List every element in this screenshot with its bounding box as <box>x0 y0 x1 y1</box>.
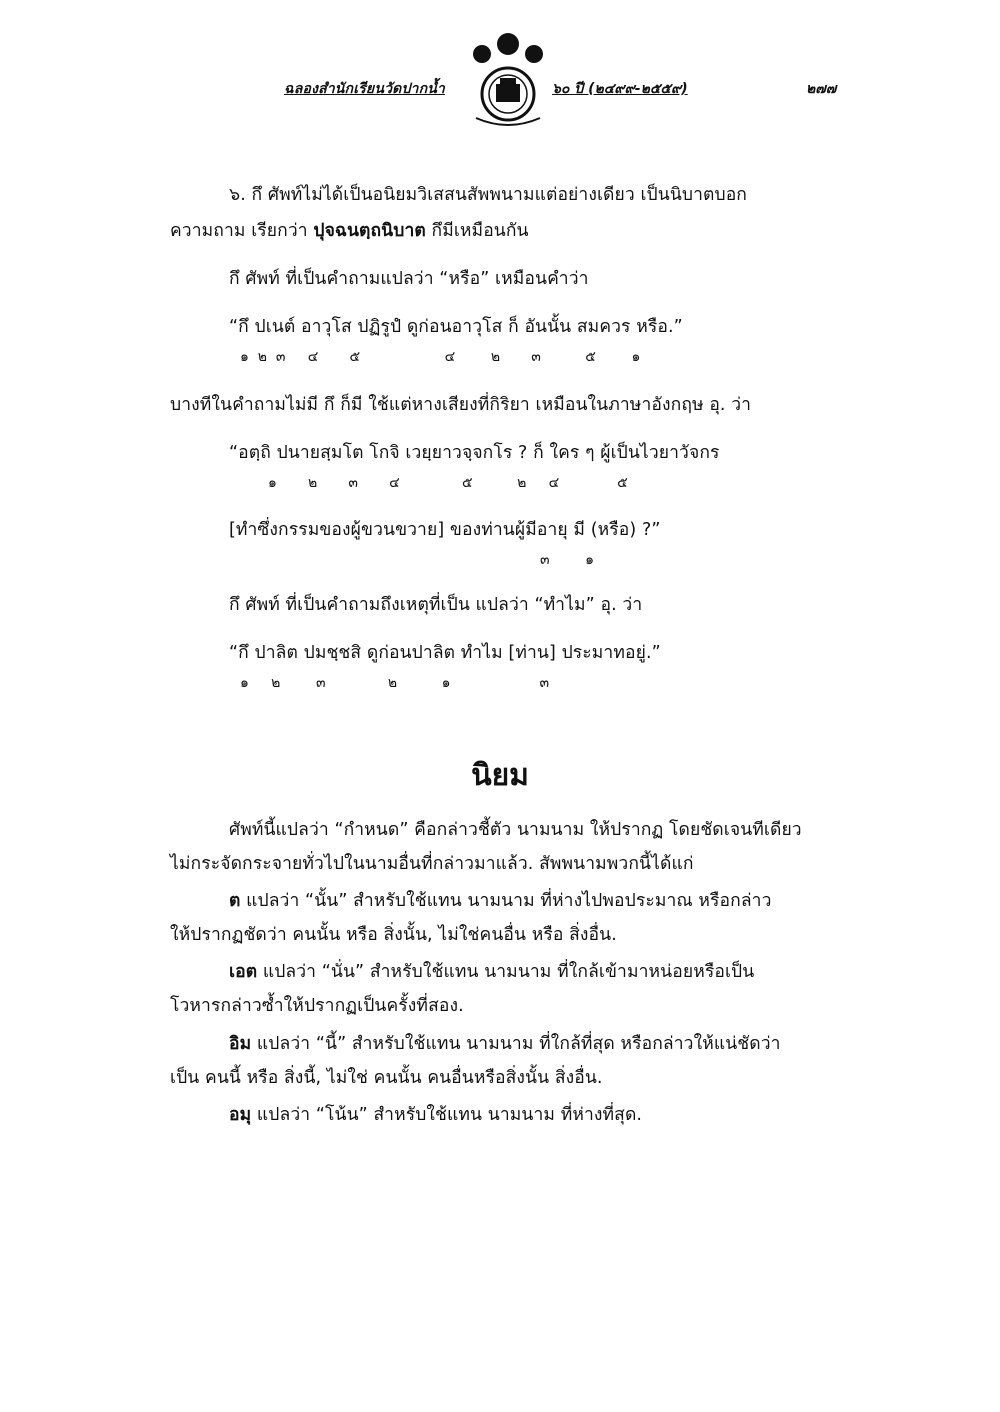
section-heading-niyom: นิยม <box>471 758 529 793</box>
amu-definition-line-1: อมุ แปลว่า “โน้น” สำหรับใช้แทน นามนาม ที่ห่างที่สุด. <box>229 1105 643 1125</box>
term-eta: เอต <box>229 962 258 982</box>
eta-definition-line-1: เอต แปลว่า “นั่น” สำหรับใช้แทน นามนาม ที่ใกล้เข้ามาหน่อยหรือเป็น <box>229 962 755 982</box>
paragraph-ki-question: กึ ศัพท์ ที่เป็นคำถามแปลว่า “หรือ” เหมือนคำว่า <box>229 269 589 289</box>
ima-definition-line-1: อิม แปลว่า “นี้” สำหรับใช้แทน นามนาม ที่ใกล้ที่สุด หรือกล่าวให้แน่ชัดว่า <box>229 1034 781 1054</box>
example-2-continuation: [ทำซึ่งกรรมของผู้ขวนขวาย] ของท่านผู้มีอายุ มี (หรือ) ?” <box>229 520 661 540</box>
paragraph-ki-why: กึ ศัพท์ ที่เป็นคำถามถึงเหตุที่เป็น แปลว่า “ทำไม” อุ. ว่า <box>229 595 643 615</box>
running-header-years: ๖๐ ปี (๒๔๙๙-๒๕๕๙) <box>552 81 688 97</box>
example-1-text: “กึ ปเนต์ อาวุโส ปฏิรูปํ ดูก่อนอาวุโส ก็ อันนั้น สมควร หรือ.” <box>229 317 683 337</box>
paragraph-6-line-2: ความถาม เรียกว่า ปุจฉนตฺถนิบาต กึมีเหมือนกัน <box>170 221 529 241</box>
example-1-word-order: ๑ ๒ ๓ ๔ ๕ ๔ ๒ ๓ ๕ ๑ <box>240 349 641 365</box>
example-2b-word-order: ๓ ๑ <box>540 552 595 568</box>
ima-definition-line-2: เป็น คนนี้ หรือ สิ่งนี้, ไม่ใช่ คนนั้น คนอื่นหรือสิ่งนั้น สิ่งอื่น. <box>170 1068 603 1088</box>
term-amu: อมุ <box>229 1105 252 1125</box>
example-3-word-order: ๑ ๒ ๓ ๒ ๑ ๓ <box>240 675 550 691</box>
term-ta: ต <box>229 891 241 911</box>
example-3-text: “กึ ปาลิต ปมชฺชสิ ดูก่อนปาลิต ทำไม [ท่าน] ประมาทอยู่.” <box>229 643 661 663</box>
paragraph-6-line-1: ๖. กึ ศัพท์ไม่ได้เป็นอนิยมวิเสสนสัพพนามแต่อย่างเดียว เป็นนิบาตบอก <box>229 185 747 205</box>
temple-seal-logo <box>466 32 550 136</box>
running-header-title: ฉลองสำนักเรียนวัดปากน้ำ <box>284 81 445 97</box>
niyom-intro-line-2: ไม่กระจัดกระจายทั่วไปในนามอื่นที่กล่าวมาแล้ว. สัพพนามพวกนี้ได้แก่ <box>170 854 694 874</box>
paragraph-no-ki: บางทีในคำถามไม่มี กึ ก็มี ใช้แต่หางเสียงที่กิริยา เหมือนในภาษาอังกฤษ อุ. ว่า <box>170 395 752 415</box>
page-number: ๒๗๗ <box>806 81 837 97</box>
niyom-intro-line-1: ศัพท์นี้แปลว่า “กำหนด” คือกล่าวชี้ตัว นามนาม ให้ปรากฏ โดยชัดเจนทีเดียว <box>229 820 802 840</box>
ta-definition-line-1: ต แปลว่า “นั้น” สำหรับใช้แทน นามนาม ที่ห่างไปพอประมาณ หรือกล่าว <box>229 891 772 911</box>
term-putchanattha-nibat: ปุจฉนตฺถนิบาต <box>313 221 426 241</box>
eta-definition-line-2: โวหารกล่าวซ้ำให้ปรากฏเป็นครั้งที่สอง. <box>170 996 464 1016</box>
example-2-word-order: ๑ ๒ ๓ ๔ ๕ ๒ ๔ ๕ <box>268 475 628 491</box>
example-2-text: “อตฺถิ ปนายสฺมโต โกจิ เวยฺยาวจฺจกโร ? ก็ ใคร ๆ ผู้เป็นไวยาวัจกร <box>229 443 720 463</box>
ta-definition-line-2: ให้ปรากฏชัดว่า คนนั้น หรือ สิ่งนั้น, ไม่ใช่คนอื่น หรือ สิ่งอื่น. <box>170 925 617 945</box>
term-ima: อิม <box>229 1034 252 1054</box>
